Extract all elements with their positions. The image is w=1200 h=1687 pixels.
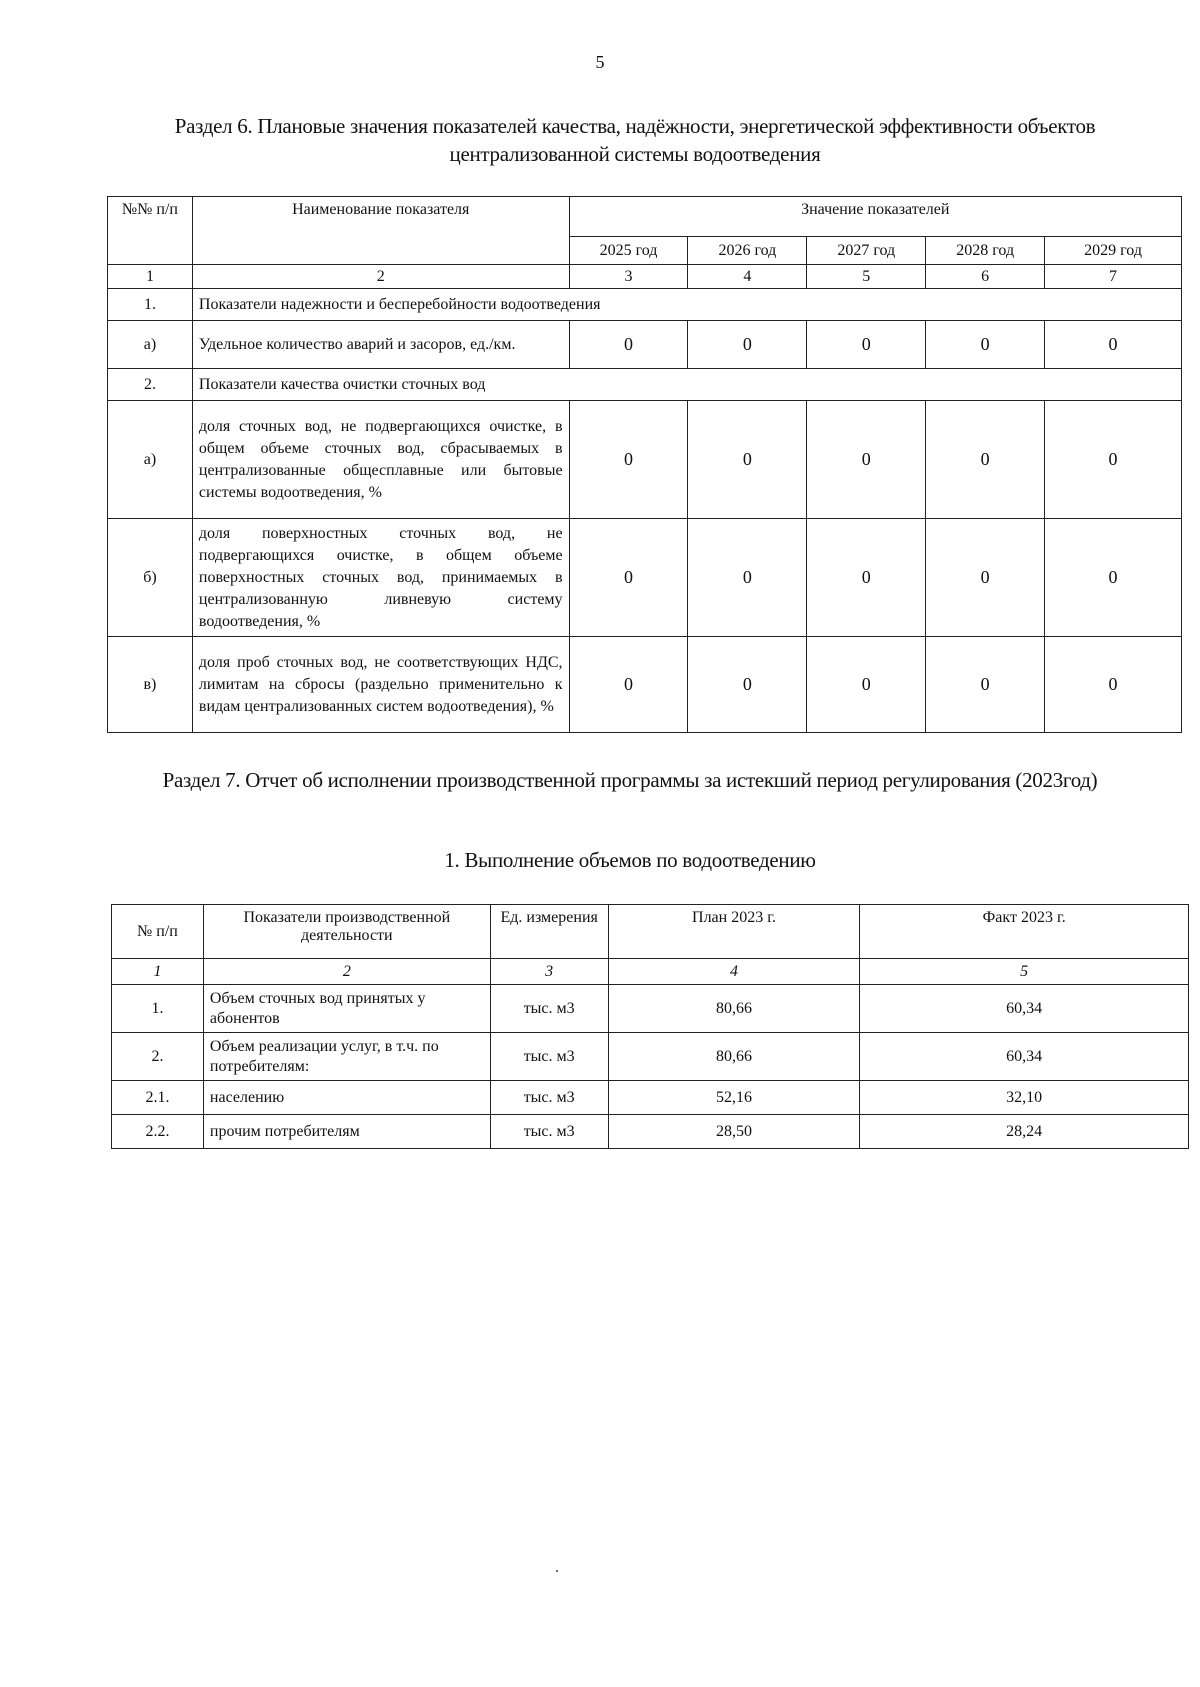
row-label: доля сточных вод, не подвергающихся очистке, в общем объеме сточных вод, сбрасываемых в централизованные общесплавные или бытовые системы водоотведения, % <box>192 401 569 519</box>
row-plan: 28,50 <box>608 1115 860 1149</box>
row-value: 0 <box>569 401 688 519</box>
header-name: Показатели производственной деятельности <box>203 905 490 959</box>
row-label: доля поверхностных сточных вод, не подвергающихся очистке, в общем объеме поверхностных сточных вод, принимаемых в централизованную ливневую систему водоотведения, % <box>192 519 569 637</box>
row-value: 0 <box>1045 321 1182 369</box>
row-value: 0 <box>688 401 807 519</box>
row-value: 0 <box>807 637 926 733</box>
row-num: 2. <box>108 369 193 401</box>
row-num: 1. <box>112 985 204 1033</box>
table-row <box>112 1115 1189 1149</box>
header-num: № п/п <box>112 905 204 959</box>
table-row <box>108 401 1182 519</box>
column-number: 6 <box>926 265 1045 289</box>
header-num: №№ п/п <box>108 197 193 265</box>
table-row <box>112 1033 1189 1081</box>
row-value: 0 <box>688 637 807 733</box>
row-value: 0 <box>569 321 688 369</box>
row-label: Объем сточных вод принятых у абонентов <box>203 985 490 1033</box>
column-number-row <box>112 959 1189 985</box>
group-row <box>108 289 1182 321</box>
row-value: 0 <box>807 321 926 369</box>
row-label: населению <box>203 1081 490 1115</box>
row-value: 0 <box>1045 519 1182 637</box>
row-fact: 32,10 <box>860 1081 1189 1115</box>
row-num: 1. <box>108 289 193 321</box>
section6-table <box>107 196 1182 733</box>
row-value: 0 <box>569 637 688 733</box>
header-row <box>112 905 1189 959</box>
row-unit: тыс. м3 <box>490 1081 608 1115</box>
row-label: прочим потребителям <box>203 1115 490 1149</box>
header-year: 2025 год <box>569 237 688 265</box>
row-fact: 60,34 <box>860 1033 1189 1081</box>
table-row <box>108 519 1182 637</box>
header-year: 2029 год <box>1045 237 1182 265</box>
row-value: 0 <box>926 637 1045 733</box>
scan-speck <box>556 1570 558 1572</box>
header-fact: Факт 2023 г. <box>860 905 1189 959</box>
row-num: 2.2. <box>112 1115 204 1149</box>
group-label: Показатели надежности и бесперебойности водоотведения <box>192 289 1181 321</box>
row-value: 0 <box>569 519 688 637</box>
row-value: 0 <box>926 321 1045 369</box>
header-row <box>108 197 1182 237</box>
column-number: 5 <box>807 265 926 289</box>
column-number: 1 <box>108 265 193 289</box>
row-value: 0 <box>807 401 926 519</box>
column-number: 4 <box>608 959 860 985</box>
row-value: 0 <box>807 519 926 637</box>
row-value: 0 <box>688 519 807 637</box>
column-number: 4 <box>688 265 807 289</box>
column-number: 3 <box>569 265 688 289</box>
page-number: 5 <box>595 52 605 72</box>
header-name: Наименование показателя <box>192 197 569 265</box>
column-number-row <box>108 265 1182 289</box>
section6-title: Раздел 6. Плановые значения показателей качества, надёжности, энергетической эффективности объектов централизованной системы водоотведения <box>174 114 1096 166</box>
section7-table <box>111 904 1189 1149</box>
row-unit: тыс. м3 <box>490 1115 608 1149</box>
header-year: 2026 год <box>688 237 807 265</box>
row-value: 0 <box>1045 401 1182 519</box>
header-year: 2028 год <box>926 237 1045 265</box>
row-label: Удельное количество аварий и засоров, ед./км. <box>192 321 569 369</box>
header-plan: План 2023 г. <box>608 905 860 959</box>
table-row <box>108 321 1182 369</box>
column-number: 3 <box>490 959 608 985</box>
row-unit: тыс. м3 <box>490 1033 608 1081</box>
column-number: 2 <box>192 265 569 289</box>
section7-title: Раздел 7. Отчет об исполнении производственной программы за истекший период регулирования (2023год) <box>162 768 1098 792</box>
column-number: 2 <box>203 959 490 985</box>
group-label: Показатели качества очистки сточных вод <box>192 369 1181 401</box>
header-unit: Ед. измерения <box>490 905 608 959</box>
row-plan: 80,66 <box>608 985 860 1033</box>
row-unit: тыс. м3 <box>490 985 608 1033</box>
header-values: Значение показателей <box>569 197 1181 237</box>
row-num: б) <box>108 519 193 637</box>
row-num: а) <box>108 321 193 369</box>
row-num: 2.1. <box>112 1081 204 1115</box>
row-num: в) <box>108 637 193 733</box>
column-number: 7 <box>1045 265 1182 289</box>
row-num: 2. <box>112 1033 204 1081</box>
column-number: 5 <box>860 959 1189 985</box>
row-fact: 60,34 <box>860 985 1189 1033</box>
row-plan: 80,66 <box>608 1033 860 1081</box>
group-row <box>108 369 1182 401</box>
row-num: а) <box>108 401 193 519</box>
table-row <box>108 637 1182 733</box>
table-row <box>112 985 1189 1033</box>
column-number: 1 <box>112 959 204 985</box>
table-row <box>112 1081 1189 1115</box>
section7-subtitle: 1. Выполнение объемов по водоотведению <box>444 848 816 872</box>
header-year: 2027 год <box>807 237 926 265</box>
row-plan: 52,16 <box>608 1081 860 1115</box>
row-label: доля проб сточных вод, не соответствующих НДС, лимитам на сбросы (раздельно применительно к видам централизованных систем водоотведения), % <box>192 637 569 733</box>
row-label: Объем реализации услуг, в т.ч. по потребителям: <box>203 1033 490 1081</box>
row-value: 0 <box>688 321 807 369</box>
row-value: 0 <box>926 519 1045 637</box>
row-fact: 28,24 <box>860 1115 1189 1149</box>
row-value: 0 <box>1045 637 1182 733</box>
row-value: 0 <box>926 401 1045 519</box>
